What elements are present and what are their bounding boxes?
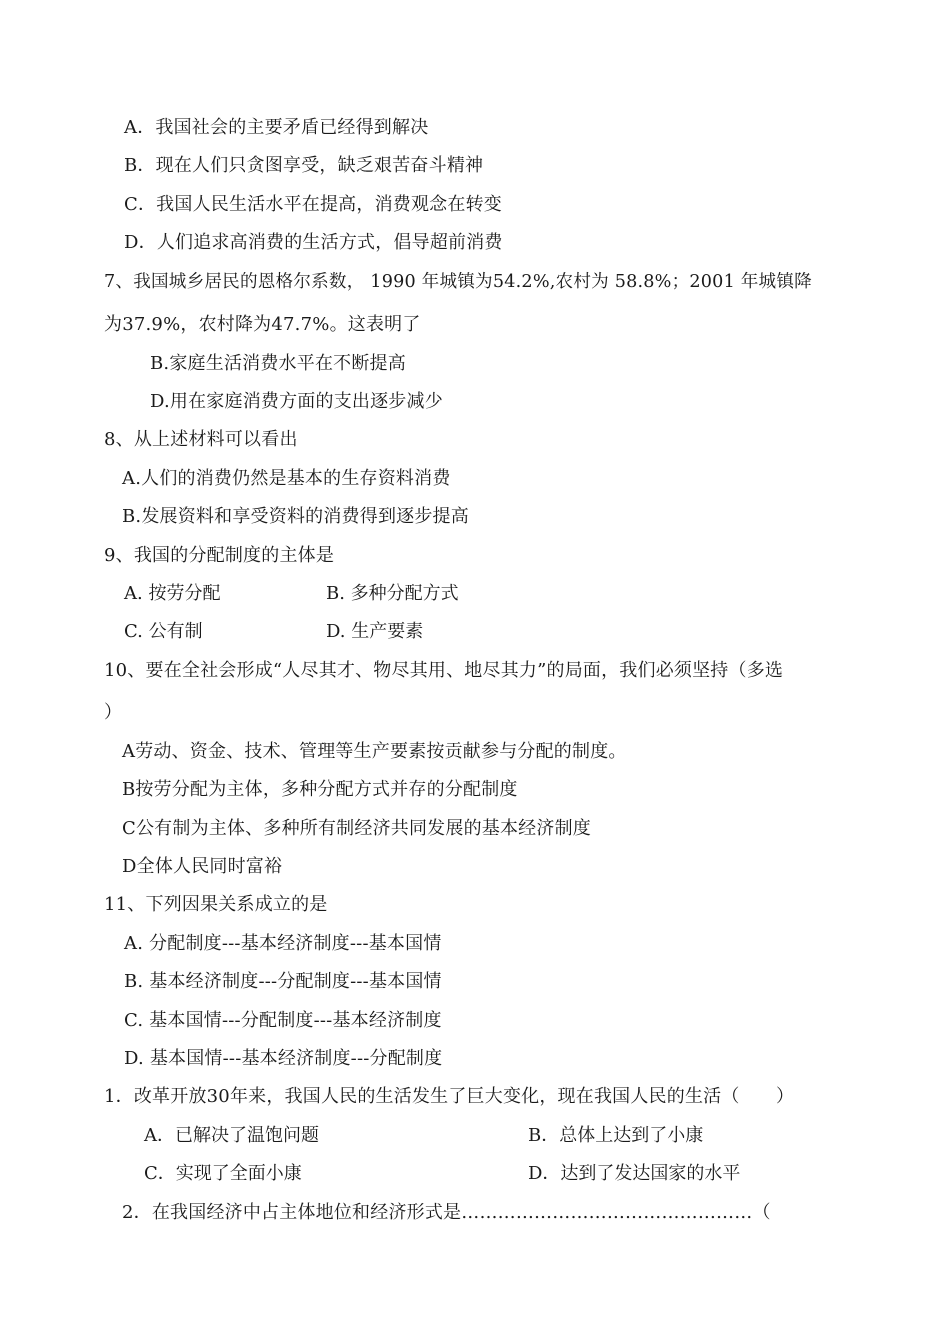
q11-option-d: D. 基本国情---基本经济制度---分配制度 [124, 1048, 443, 1069]
q9-option-a: A. 按劳分配 [124, 583, 221, 604]
q8-stem: 8、从上述材料可以看出 [104, 429, 298, 450]
q6-option-d: D．人们追求高消费的生活方式，倡导超前消费 [124, 232, 503, 253]
q6-option-c: C．我国人民生活水平在提高，消费观念在转变 [124, 194, 502, 215]
q10-option-d: D全体人民同时富裕 [122, 856, 283, 877]
p2-stem: 2．在我国经济中占主体地位和经济形式是…………………………………………（ [122, 1202, 771, 1223]
q10-option-c: C公有制为主体、多种所有制经济共同发展的基本经济制度 [122, 818, 591, 839]
q6-option-b: B．现在人们只贪图享受，缺乏艰苦奋斗精神 [124, 155, 484, 176]
q9-option-d: D. 生产要素 [326, 621, 424, 642]
q6-option-a: A．我国社会的主要矛盾已经得到解决 [124, 117, 429, 138]
p1-option-d: D．达到了发达国家的水平 [528, 1163, 741, 1184]
q10-option-a: A劳动、资金、技术、管理等生产要素按贡献参与分配的制度。 [122, 741, 627, 762]
q10-stem-line1: 10、要在全社会形成“人尽其才、物尽其用、地尽其力”的局面，我们必须坚持（多选 [104, 660, 784, 681]
q11-option-c: C. 基本国情---分配制度---基本经济制度 [124, 1010, 442, 1031]
q7-stem-line1: 7、我国城乡居民的恩格尔系数， 1990 年城镇为54.2%,农村为 58.8%；2001 年城镇降 [104, 272, 812, 292]
q9-option-c: C. 公有制 [124, 621, 203, 642]
p1-option-c: C．实现了全面小康 [144, 1163, 302, 1184]
q7-stem-line2: 为37.9%，农村降为47.7%。这表明了 [104, 314, 421, 335]
q9-option-b: B. 多种分配方式 [326, 583, 459, 604]
q8-option-b: B.发展资料和享受资料的消费得到逐步提高 [122, 506, 469, 527]
q7-option-b: B.家庭生活消费水平在不断提高 [150, 353, 406, 374]
q7-option-d: D.用在家庭消费方面的支出逐步减少 [150, 391, 443, 412]
q10-option-b: B按劳分配为主体，多种分配方式并存的分配制度 [122, 779, 518, 800]
q11-option-a: A. 分配制度---基本经济制度---基本国情 [124, 933, 442, 954]
p1-option-a: A．已解决了温饱问题 [144, 1125, 319, 1146]
q11-stem: 11、下列因果关系成立的是 [104, 894, 328, 915]
q10-stem-line2: ） [104, 702, 123, 723]
q11-option-b: B. 基本经济制度---分配制度---基本国情 [124, 971, 442, 992]
q8-option-a: A.人们的消费仍然是基本的生存资料消费 [122, 468, 451, 489]
p1-option-b: B．总体上达到了小康 [528, 1125, 704, 1146]
q9-stem: 9、我国的分配制度的主体是 [104, 545, 335, 566]
p1-stem: 1．改革开放30年来，我国人民的生活发生了巨大变化，现在我国人民的生活（ ） [104, 1086, 795, 1107]
